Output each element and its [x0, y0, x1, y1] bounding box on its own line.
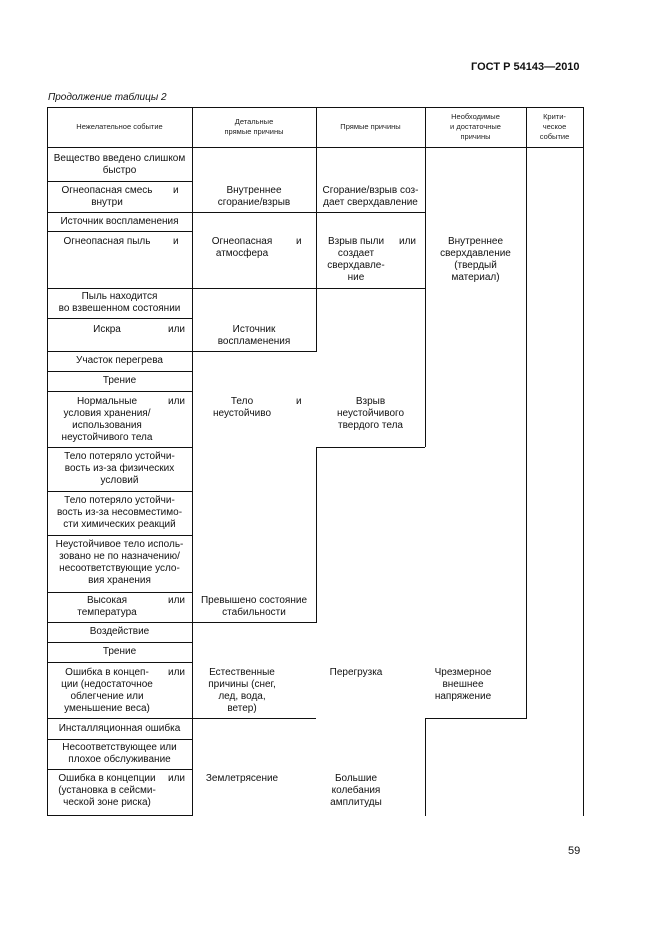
event-cell: Тело потеряло устойчи- вость из-за несовместимо- сти химических реакций	[56, 495, 183, 530]
col-header-direct-causes: Прямые причины	[340, 122, 401, 131]
direct-cause-cell: Большие колебания амплитуды	[330, 773, 382, 808]
or-connector: или	[399, 236, 417, 247]
event-cell: Огнеопасная пыль	[63, 236, 151, 247]
event-cell: Пыль находится во взвешенном состоянии	[58, 291, 181, 314]
or-connector: или	[168, 667, 186, 678]
event-cell: Трение	[102, 646, 137, 657]
standard-number: ГОСТ Р 54143—2010	[471, 61, 580, 73]
event-cell: Ошибка в концепции (установка в сейсми- ческой зоне риска)	[58, 773, 156, 808]
or-connector: или	[168, 396, 186, 407]
event-cell: Участок перегрева	[76, 355, 163, 366]
event-cell: Высокая температура	[77, 595, 137, 618]
direct-cause-cell: Взрыв неустойчивого твердого тела	[336, 396, 405, 431]
direct-cause-cell: Сгорание/взрыв соз- дает сверхдавление	[322, 185, 419, 208]
or-connector: или	[168, 324, 186, 335]
necessary-cause-cell: Внутреннее сверхдавление (твердый материал)	[440, 236, 511, 283]
page-number: 59	[568, 845, 581, 857]
event-cell: Вещество введено слишком быстро	[53, 153, 186, 176]
direct-cause-cell: Взрыв пыли создает сверхдавле- ние	[327, 236, 385, 283]
event-cell: Нормальные условия хранения/ использования неустойчивого тела	[61, 396, 153, 443]
or-connector: или	[168, 595, 186, 606]
detailed-cause-cell: Землетрясение	[205, 773, 279, 784]
and-connector: и	[173, 185, 179, 196]
or-connector: или	[168, 773, 186, 784]
detailed-cause-cell: Внутреннее сгорание/взрыв	[217, 185, 291, 208]
event-cell: Источник воспламенения	[60, 216, 179, 227]
and-connector: и	[296, 396, 302, 407]
event-cell: Тело потеряло устойчи- вость из-за физических условий	[64, 451, 175, 486]
necessary-cause-cell: Чрезмерное внешнее напряжение	[434, 667, 492, 702]
detailed-cause-cell: Превышено состояние стабильности	[200, 595, 308, 618]
event-cell: Трение	[102, 375, 137, 386]
event-cell: Ошибка в концеп- ции (недостаточное облегчение или уменьшение веса)	[61, 667, 153, 714]
event-cell: Несоответствующее или плохое обслуживание	[62, 742, 177, 765]
event-cell: Огнеопасная смесь внутри	[61, 185, 153, 208]
detailed-cause-cell: Источник воспламенения	[217, 324, 291, 347]
col-header-critical-event: Крити- ческое событие	[539, 112, 570, 141]
event-cell: Инсталляционная ошибка	[58, 723, 181, 734]
detailed-cause-cell: Тело неустойчиво	[212, 396, 272, 419]
direct-cause-cell: Перегрузка	[329, 667, 383, 678]
col-header-detailed-causes: Детальные прямые причины	[224, 117, 284, 136]
detailed-cause-cell: Огнеопасная атмосфера	[211, 236, 273, 259]
and-connector: и	[173, 236, 179, 247]
event-cell: Неустойчивое тело исполь- зовано не по назначению/ несоответствующие усло- вия хранения	[55, 539, 184, 586]
and-connector: и	[296, 236, 302, 247]
event-cell: Воздействие	[89, 626, 150, 637]
event-cell: Искра	[93, 324, 121, 335]
col-header-event: Нежелательное событие	[76, 122, 163, 131]
detailed-cause-cell: Естественные причины (снег, лед, вода, ветер)	[208, 667, 276, 714]
col-header-necessary-causes: Необходимые и достаточные причины	[450, 112, 501, 141]
table-caption: Продолжение таблицы 2	[48, 92, 167, 103]
